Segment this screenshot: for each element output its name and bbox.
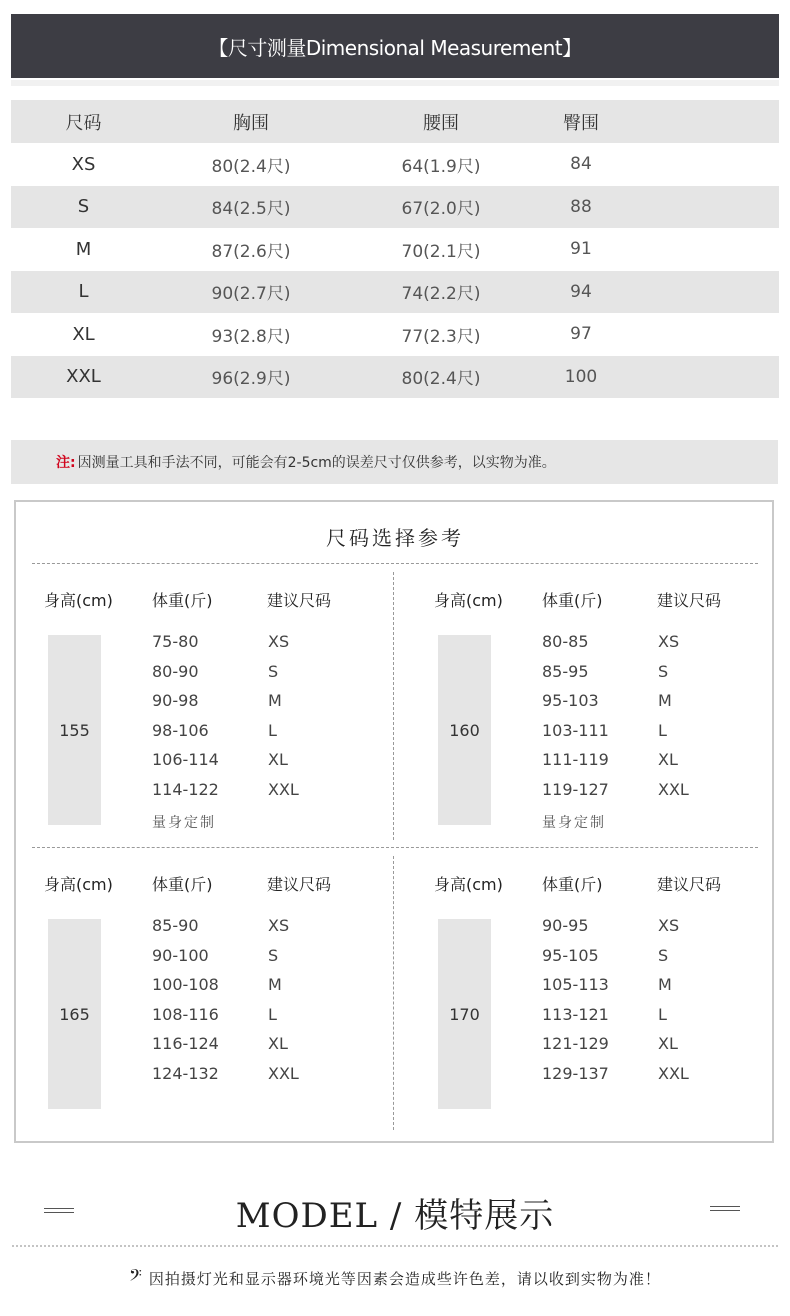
weight-range: 85-90 <box>152 916 199 935</box>
chest-cell: 93(2.8尺) <box>211 326 291 347</box>
suggested-size: XS <box>268 632 290 651</box>
suggested-size-header: 建议尺码 <box>267 875 332 894</box>
table-row <box>11 228 779 271</box>
waist-cell: 77(2.3尺) <box>401 326 481 347</box>
weight-range: 95-105 <box>542 945 599 965</box>
suggested-size: M <box>268 691 282 710</box>
hip-cell: 91 <box>570 239 592 260</box>
table-row <box>11 186 779 229</box>
waist-cell: 67(2.0尺) <box>401 199 481 220</box>
note-prefix: 注: <box>56 455 76 471</box>
list-item <box>542 1064 718 1094</box>
column-header-size: 尺码 <box>65 112 102 134</box>
suggested-size: S <box>268 661 279 681</box>
list-item <box>542 750 718 780</box>
height-header: 身高(cm) <box>44 875 113 894</box>
suggested-size: XL <box>658 1034 678 1053</box>
size-cell: S <box>77 196 90 218</box>
height-value: 155 <box>48 635 101 825</box>
divider-top <box>32 563 758 564</box>
measurement-note <box>11 440 778 484</box>
bass-clef-icon: 𝄢 <box>129 1265 143 1289</box>
header-banner <box>11 14 779 78</box>
chest-cell: 87(2.6尺) <box>211 241 291 262</box>
list-item <box>542 1005 718 1035</box>
table-row <box>11 271 779 314</box>
suggested-size: L <box>658 720 667 740</box>
height-value: 170 <box>438 919 491 1109</box>
weight-range: 100-108 <box>152 975 219 994</box>
hip-cell: 88 <box>570 196 592 217</box>
list-item <box>542 946 718 976</box>
suggested-size: XS <box>658 916 680 935</box>
divider-vertical-top <box>393 572 394 840</box>
table-row <box>11 313 779 356</box>
list-item <box>542 916 718 946</box>
waist-cell: 64(1.9尺) <box>401 156 481 177</box>
color-disclaimer <box>0 1265 790 1289</box>
list-item <box>152 691 328 721</box>
height-header: 身高(cm) <box>44 591 113 610</box>
size-cell: XS <box>71 153 96 175</box>
list-item <box>542 780 718 810</box>
decorative-double-line-right <box>710 1206 740 1211</box>
height-value: 160 <box>438 635 491 825</box>
header-divider <box>11 80 779 86</box>
list-item <box>542 662 718 692</box>
model-section-title: MODEL / 模特展示 <box>235 1196 555 1236</box>
suggested-size: M <box>658 975 672 994</box>
list-item <box>152 946 328 976</box>
suggested-size: S <box>658 945 669 965</box>
list-item <box>152 750 328 780</box>
suggested-size: XXL <box>658 1063 689 1083</box>
column-header-hip: 臀围 <box>563 112 599 134</box>
waist-cell: 80(2.4尺) <box>401 369 481 390</box>
weight-header: 体重(斤) <box>152 591 213 610</box>
size-cell: M <box>75 238 92 260</box>
weight-range: 121-129 <box>542 1034 609 1053</box>
weight-range: 103-111 <box>542 720 609 740</box>
weight-range: 85-95 <box>542 661 589 681</box>
hip-cell: 84 <box>570 154 592 175</box>
table-row <box>11 143 779 186</box>
weight-range: 119-127 <box>542 779 609 799</box>
list-item <box>152 1064 328 1094</box>
suggested-size: L <box>268 720 277 740</box>
weight-header: 体重(斤) <box>542 591 603 610</box>
weight-size-list <box>152 632 328 809</box>
waist-cell: 74(2.2尺) <box>401 284 481 305</box>
weight-header: 体重(斤) <box>542 875 603 894</box>
size-cell: XXL <box>66 366 101 388</box>
weight-range: 111-119 <box>542 750 609 769</box>
weight-size-list <box>152 916 328 1093</box>
height-header: 身高(cm) <box>434 875 503 894</box>
header-title: 【尺寸测量Dimensional Measurement】 <box>208 35 582 60</box>
column-header-waist: 腰围 <box>423 112 459 134</box>
weight-range: 113-121 <box>542 1004 609 1024</box>
height-value: 165 <box>48 919 101 1109</box>
weight-range: 90-100 <box>152 945 209 965</box>
size-cell: XL <box>72 323 95 345</box>
list-item <box>542 691 718 721</box>
height-header: 身高(cm) <box>434 591 503 610</box>
suggested-size: M <box>658 691 672 710</box>
weight-range: 116-124 <box>152 1034 219 1053</box>
list-item <box>152 721 328 751</box>
suggested-size-header: 建议尺码 <box>267 591 332 610</box>
dotted-divider <box>12 1245 778 1247</box>
list-item <box>152 916 328 946</box>
divider-middle <box>32 847 758 848</box>
weight-range: 105-113 <box>542 975 609 994</box>
custom-size-label: 量身定制 <box>152 815 216 831</box>
suggested-size: XXL <box>268 779 299 799</box>
suggested-size: XS <box>658 632 680 651</box>
list-item <box>152 632 328 662</box>
weight-header: 体重(斤) <box>152 875 213 894</box>
suggested-size: S <box>658 661 669 681</box>
column-header-chest: 胸围 <box>233 112 269 134</box>
suggested-size: XL <box>268 750 288 769</box>
weight-range: 108-116 <box>152 1004 219 1024</box>
weight-range: 124-132 <box>152 1063 219 1083</box>
weight-range: 80-85 <box>542 632 589 651</box>
list-item <box>152 975 328 1005</box>
suggested-size: M <box>268 975 282 994</box>
suggested-size: XS <box>268 916 290 935</box>
weight-size-list <box>542 916 718 1093</box>
suggested-size: L <box>658 1004 667 1024</box>
suggested-size: S <box>268 945 279 965</box>
suggested-size: XXL <box>268 1063 299 1083</box>
suggested-size-header: 建议尺码 <box>657 591 722 610</box>
chest-cell: 84(2.5尺) <box>211 199 291 220</box>
list-item <box>152 1005 328 1035</box>
weight-range: 95-103 <box>542 691 599 710</box>
list-item <box>152 662 328 692</box>
color-disclaimer-text: 因拍摄灯光和显示器环境光等因素会造成些许色差，请以收到实物为准！ <box>148 1270 661 1288</box>
size-table <box>11 100 779 398</box>
hip-cell: 100 <box>564 366 598 387</box>
weight-range: 98-106 <box>152 720 209 740</box>
list-item <box>152 780 328 810</box>
suggested-size: XL <box>268 1034 288 1053</box>
divider-vertical-bottom <box>393 856 394 1130</box>
chest-cell: 80(2.4尺) <box>211 156 291 177</box>
weight-range: 80-90 <box>152 661 199 681</box>
chest-cell: 90(2.7尺) <box>211 284 291 305</box>
note-text: 因测量工具和手法不同，可能会有2-5cm的误差尺寸仅供参考，以实物为准。 <box>77 455 556 471</box>
list-item <box>542 975 718 1005</box>
chest-cell: 96(2.9尺) <box>211 369 291 390</box>
hip-cell: 97 <box>570 324 592 345</box>
suggested-size: L <box>268 1004 277 1024</box>
list-item <box>542 1034 718 1064</box>
list-item <box>542 632 718 662</box>
weight-range: 106-114 <box>152 750 219 769</box>
weight-range: 75-80 <box>152 632 199 651</box>
weight-size-list <box>542 632 718 809</box>
custom-size-label: 量身定制 <box>542 815 606 831</box>
waist-cell: 70(2.1尺) <box>401 241 481 262</box>
suggested-size: XXL <box>658 779 689 799</box>
weight-range: 90-95 <box>542 916 589 935</box>
list-item <box>542 721 718 751</box>
size-cell: L <box>78 281 89 303</box>
table-row <box>11 356 779 399</box>
weight-range: 114-122 <box>152 779 219 799</box>
list-item <box>152 1034 328 1064</box>
weight-range: 129-137 <box>542 1063 609 1083</box>
weight-range: 90-98 <box>152 691 199 710</box>
suggested-size: XL <box>658 750 678 769</box>
size-reference-title: 尺码选择参考 <box>326 526 464 550</box>
size-table-header <box>11 100 779 143</box>
suggested-size-header: 建议尺码 <box>657 875 722 894</box>
hip-cell: 94 <box>570 281 592 302</box>
